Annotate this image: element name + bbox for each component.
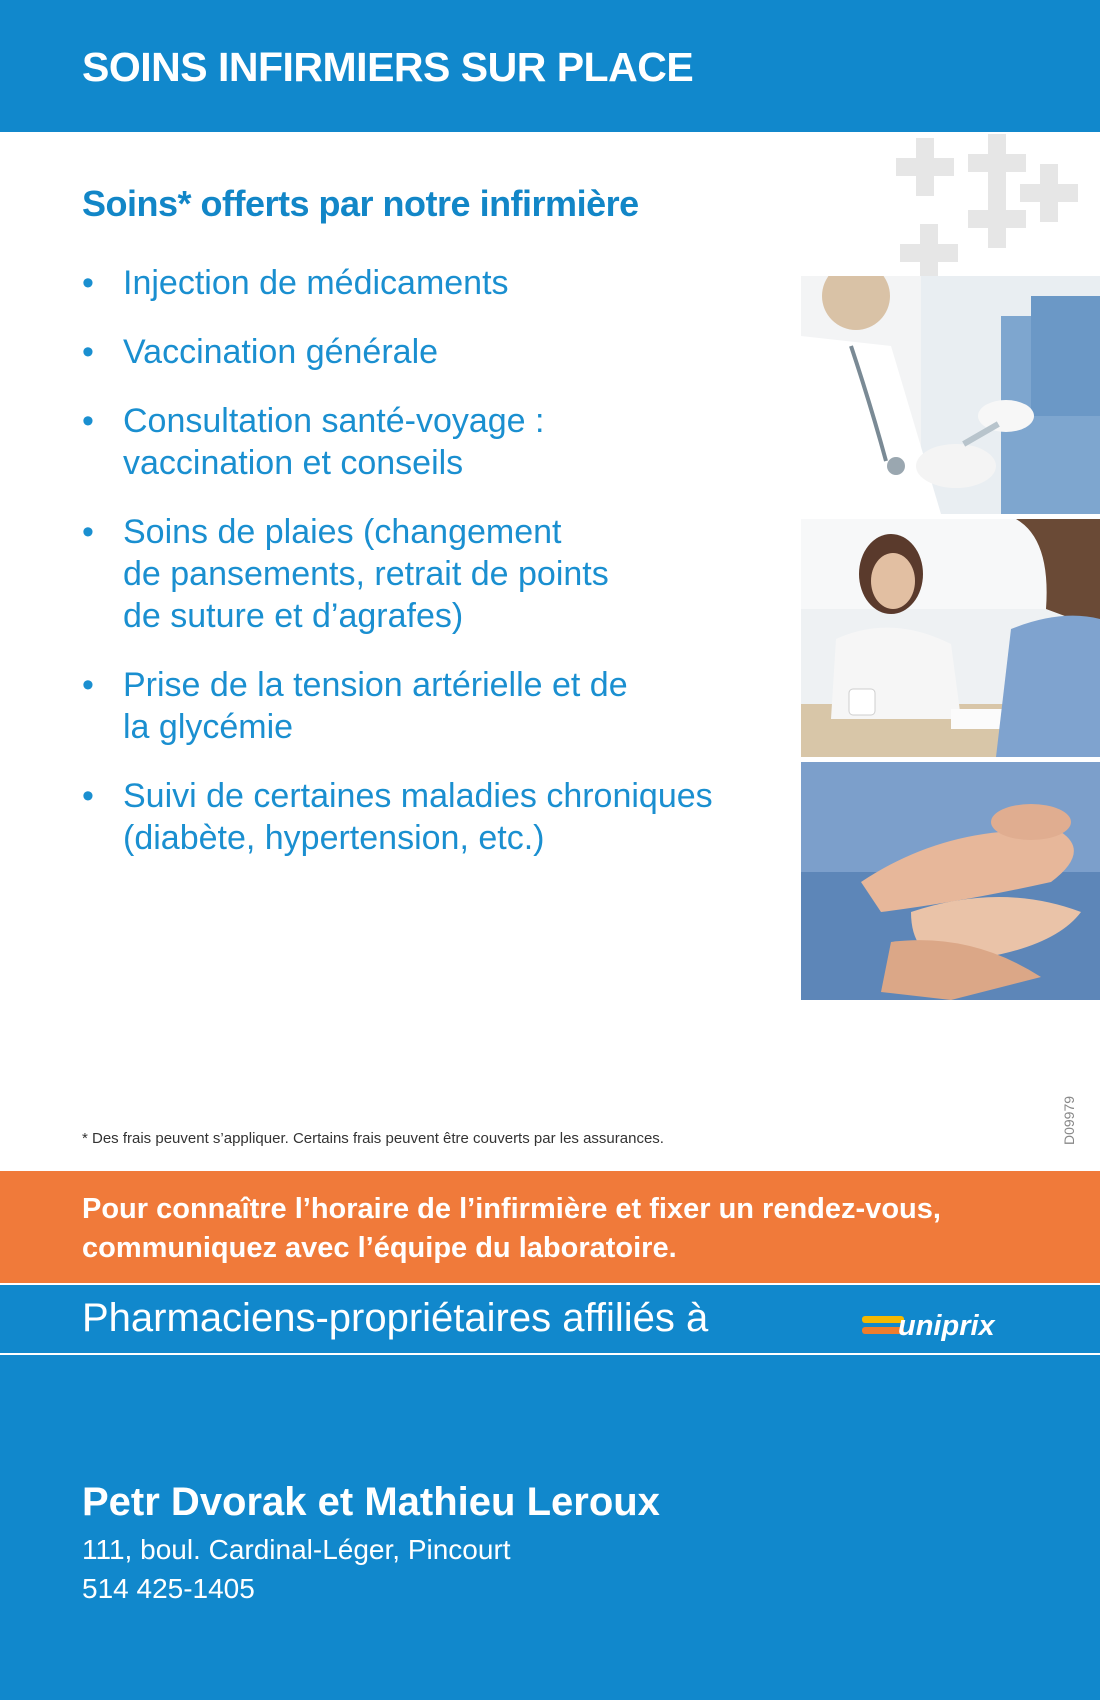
- service-text: (diabète, hypertension, etc.): [123, 819, 545, 857]
- bullet: •: [82, 777, 94, 815]
- vaccination-photo: [801, 276, 1100, 514]
- bullet: •: [82, 402, 94, 440]
- owners-name: Petr Dvorak et Mathieu Leroux: [82, 1480, 660, 1524]
- photo-column: [801, 276, 1100, 1005]
- affiliation-text: Pharmaciens-propriétaires affiliés à: [82, 1296, 709, 1340]
- cta-band: [0, 1171, 1100, 1283]
- cta-text-line-2: communiquez avec l’équipe du laboratoire.: [82, 1232, 677, 1264]
- decorative-crosses-icon: [890, 132, 1100, 282]
- service-text: Soins de plaies (changement: [123, 513, 562, 551]
- service-text: vaccination et conseils: [123, 444, 464, 482]
- consultation-photo: [801, 519, 1100, 757]
- bullet: •: [82, 513, 94, 551]
- services-heading: Soins* offerts par notre infirmière: [82, 183, 639, 224]
- service-item: [82, 775, 782, 859]
- services-list: [82, 262, 782, 886]
- service-item: [82, 664, 782, 748]
- caring-hands-photo: [801, 762, 1100, 1000]
- bullet: •: [82, 666, 94, 704]
- divider: [0, 1353, 1100, 1355]
- divider: [0, 1283, 1100, 1285]
- service-text: la glycémie: [123, 708, 294, 746]
- footnote: * Des frais peuvent s’appliquer. Certains frais peuvent être couverts par les assurances.: [82, 1130, 664, 1147]
- service-item: [82, 511, 782, 637]
- service-text: Vaccination générale: [123, 333, 439, 371]
- page-title: SOINS INFIRMIERS SUR PLACE: [82, 44, 694, 90]
- bullet: •: [82, 333, 94, 371]
- service-text: de suture et d’agrafes): [123, 597, 464, 635]
- service-item: [82, 331, 782, 373]
- logo-wordmark: uniprix: [898, 1310, 995, 1342]
- uniprix-logo-icon: [862, 1307, 1017, 1347]
- service-text: de pansements, retrait de points: [123, 555, 609, 593]
- service-item: [82, 262, 782, 304]
- cta-text-line-1: Pour connaître l’horaire de l’infirmière et fixer un rendez-vous,: [82, 1193, 941, 1225]
- service-item: [82, 400, 782, 484]
- bullet: •: [82, 264, 94, 302]
- service-text: Injection de médicaments: [123, 264, 509, 302]
- service-text: Prise de la tension artérielle et de: [123, 666, 628, 704]
- phone-number: 514 425-1405: [82, 1573, 255, 1604]
- service-text: Consultation santé-voyage :: [123, 402, 545, 440]
- header-bar: [0, 0, 1100, 132]
- address: 111, boul. Cardinal-Léger, Pincourt: [82, 1534, 511, 1565]
- service-text: Suivi de certaines maladies chroniques: [123, 777, 713, 815]
- document-code: D09979: [1061, 1095, 1077, 1145]
